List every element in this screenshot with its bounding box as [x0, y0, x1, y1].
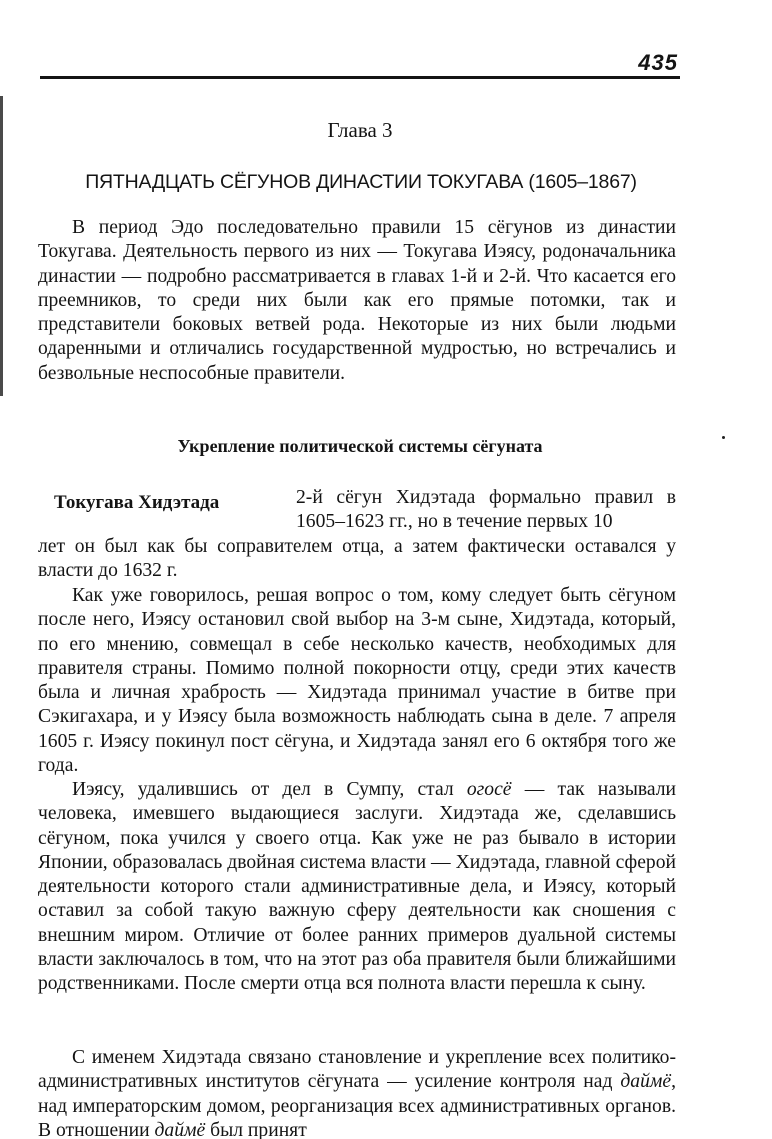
- section-heading: Укрепление политической системы сёгуната: [177, 436, 543, 456]
- term-ogose: огосё: [466, 779, 512, 800]
- lead-paragraph-continuation: лет он был как бы соправителем отца, а затем фактически оставался у власти до 1632 г.: [38, 536, 676, 582]
- scan-speck: [722, 436, 725, 439]
- chapter-title: ПЯТНАДЦАТЬ СЁГУНОВ ДИНАСТИИ ТОКУГАВА (1605–1867): [85, 171, 637, 193]
- intro-paragraph: В период Эдо последовательно правили 15 сёгунов из династии Токугава. Деятельность первого из них — Токугава Иэясу, родоначальника династии — подробно рассматривается в главах 1-й и 2-й. Что касается его преемников, то среди них были как его прямые потомки, так и представители боковых ветвей рода. Некоторые из них были людьми одаренными и отличались государственной мудростью, но встречались и безвольные неспособные правители.: [38, 217, 676, 384]
- chapter-label: Глава 3: [327, 118, 393, 142]
- body-paragraph: Как уже говорилось, решая вопрос о том, кому следует быть сёгуном после него, Иэясу остановил свой выбор на 3-м сыне, Хидэтада, который, по его мнению, совмещал в себе несколько качеств, необходимых для правителя страны. Помимо полной покорности отцу, среди этих качеств была и личная храбрость — Хидэтада принимал участие в битве при Сэкигахара, и у Иэясу была возможность наблюдать сына в деле. 7 апреля 1605 г. Иэясу покинул пост сёгуна, и Хидэтада занял его 6 октября того же года.: [38, 585, 676, 777]
- paragraph-text: был принят: [205, 1119, 307, 1139]
- paragraph-text: — так называли человека, имевшего выдающиеся заслуги. Хидэтада же, сделавшись сёгуном, пока учился у своего отца. Как уже не раз бывало в истории Японии, образовалась двойная система власти — Хидэтада, главной сферой деятельности которого стали административные дела, и Иэясу, который оставил за собой такую важную сферу деятельности как сношения с внешним миром. Отличие от более ранних примеров дуальной системы власти заключалось в том, что на этот раз оба правителя были ближайшими родственниками. После смерти отца вся полнота власти перешла к сыну.: [38, 779, 676, 995]
- paragraph-text: Иэясу, удалившись от дел в Сумпу, стал: [72, 779, 467, 800]
- header-rule: [40, 76, 680, 79]
- paragraph-text: , над императорским домом, реорганизация всех административных органов. В отношении: [38, 1071, 676, 1139]
- side-heading: Токугава Хидэтада: [54, 492, 220, 513]
- body-paragraph: [38, 778, 676, 997]
- lead-paragraph: 2-й сёгун Хидэтада формально правил в 1605–1623 гг., но в течение первых 10: [296, 487, 676, 533]
- term-daimyo: даймё: [154, 1119, 206, 1139]
- page-number: 435: [638, 50, 678, 75]
- paragraph-text: С именем Хидэтада связано становление и укрепление всех политико-административных институтов сёгуната — усиление контроля над: [38, 1047, 676, 1093]
- body-paragraph: [38, 1046, 676, 1139]
- term-daimyo: даймё: [620, 1071, 672, 1093]
